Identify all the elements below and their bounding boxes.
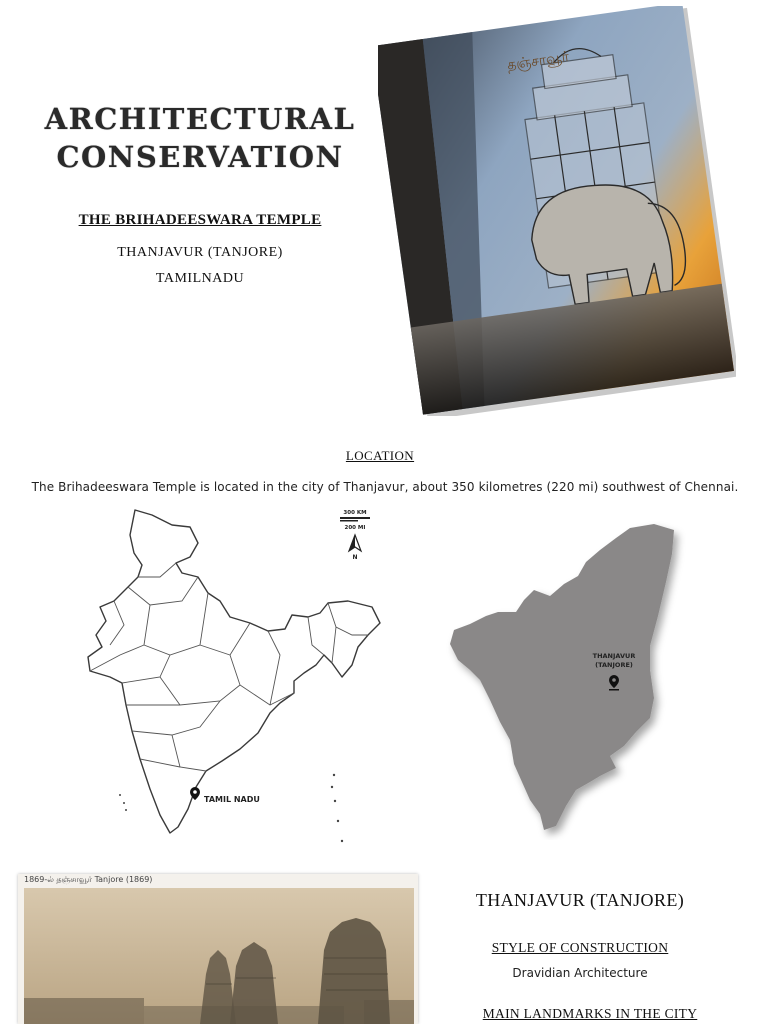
city-section-title: THANJAVUR (TANJORE) — [475, 890, 685, 910]
temple-subtitle: THE BRIHADEESWARA TEMPLE — [78, 212, 322, 228]
style-value: Dravidian Architecture — [512, 966, 648, 980]
title-line-2: CONSERVATION — [56, 140, 344, 174]
document-title — [40, 100, 360, 176]
north-label: N — [352, 554, 358, 561]
thanjavur-label-line2: (TANJORE) — [595, 661, 633, 669]
old-temple-photo — [24, 888, 414, 1024]
title-line-1: ARCHITECTURAL — [44, 102, 356, 136]
old-photo-caption: 1869-ல் தஞ்சாவூர் Tanjore (1869) — [24, 875, 153, 884]
style-heading: STYLE OF CONSTRUCTION — [491, 940, 669, 955]
cover-script-text: தஞ்சாவூர் — [506, 48, 571, 74]
scale-north-arrow — [338, 506, 372, 564]
city-name: THANJAVUR (TANJORE) — [117, 245, 283, 260]
landmarks-heading: MAIN LANDMARKS IN THE CITY — [482, 1006, 698, 1021]
scale-km-label: 300 KM — [343, 510, 367, 516]
location-heading: LOCATION — [345, 448, 415, 463]
tamil-nadu-map — [440, 520, 690, 840]
scale-mi-label: 200 MI — [344, 525, 366, 531]
temple-painting-image — [378, 6, 736, 416]
state-name: TAMILNADU — [155, 271, 245, 286]
tamil-nadu-label: TAMIL NADU — [204, 795, 260, 804]
location-description: The Brihadeeswara Temple is located in the city of Thanjavur, about 350 kilometres (220 mi) southwest of Chennai. — [31, 480, 739, 494]
thanjavur-label-line1: THANJAVUR — [592, 652, 636, 660]
